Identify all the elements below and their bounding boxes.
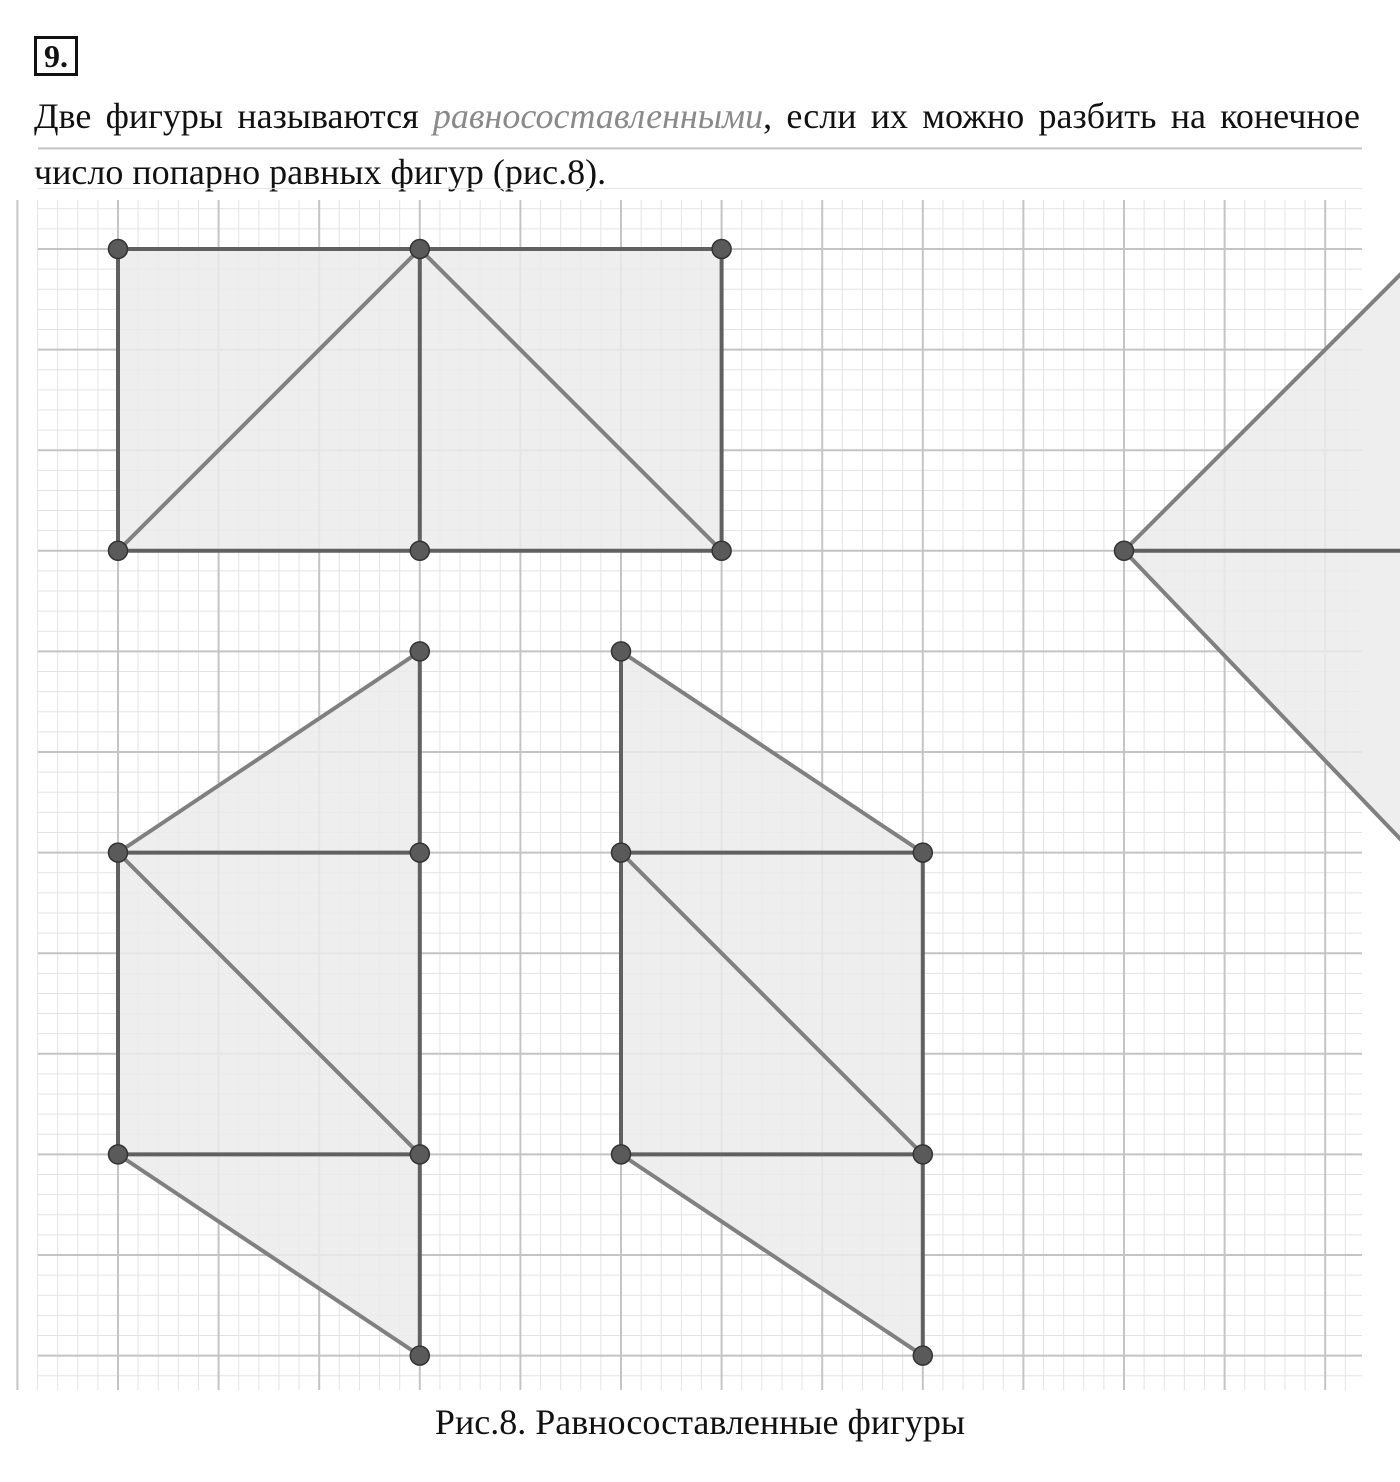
left-parallelogram-figure <box>109 642 430 1365</box>
vertex-point <box>410 642 429 661</box>
defined-term: равносоставленными <box>432 96 764 136</box>
kite-figure <box>1115 240 1400 878</box>
vertex-point <box>913 843 932 862</box>
vertex-point <box>410 1145 429 1164</box>
vertex-point <box>410 541 429 560</box>
vertex-point <box>410 240 429 259</box>
rectangle-figure <box>109 240 732 561</box>
shapes <box>109 240 1400 1366</box>
text-after: , если их можно разбить на конечное число попарно равных фигур (рис.8). <box>34 96 1360 192</box>
vertex-point <box>913 1145 932 1164</box>
vertex-point <box>712 240 731 259</box>
figure-caption: Рис.8. Равносоставленные фигуры <box>434 1402 966 1442</box>
vertex-point <box>109 1145 128 1164</box>
vertex-point <box>109 843 128 862</box>
vertex-point <box>612 843 631 862</box>
vertex-point <box>612 642 631 661</box>
kite-figure-fill <box>1124 249 1400 868</box>
vertex-point <box>109 541 128 560</box>
vertex-point <box>410 1346 429 1365</box>
vertex-point <box>410 843 429 862</box>
vertex-point <box>109 240 128 259</box>
vertex-point <box>612 1145 631 1164</box>
vertex-point <box>1115 541 1134 560</box>
vertex-point <box>913 1346 932 1365</box>
text-before: Две фигуры называются <box>34 96 433 136</box>
right-parallelogram-figure <box>612 642 933 1365</box>
vertex-point <box>712 541 731 560</box>
problem-number: 9. <box>34 36 78 76</box>
